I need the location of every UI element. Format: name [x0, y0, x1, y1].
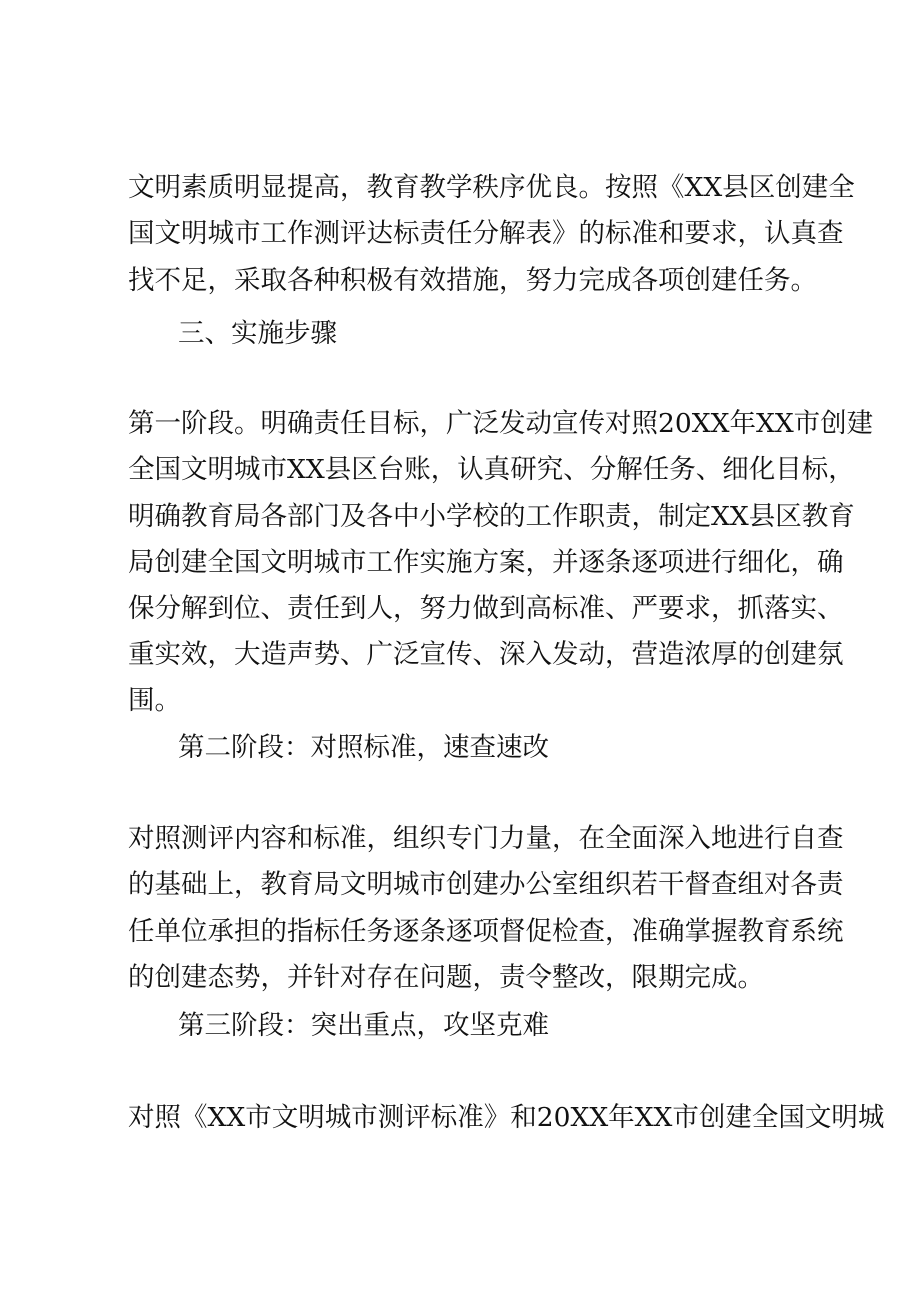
text-line: 局创建全国文明城市工作实施方案，并逐条逐项进行细化，确: [128, 547, 844, 578]
text-line: 围。: [128, 685, 181, 716]
text-line: 文明素质明显提高，教育教学秩序优良。按照《XX县区创建全: [128, 172, 855, 203]
text-line: 的基础上，教育局文明城市创建办公室组织若干督查组对各责: [128, 869, 844, 900]
stage-heading: 第三阶段：突出重点，攻坚克难: [178, 1010, 549, 1041]
section-heading: 三、实施步骤: [178, 318, 337, 349]
text-line: 任单位承担的指标任务逐条逐项督促检查，准确掌握教育系统: [128, 916, 844, 947]
text-line: 重实效，大造声势、广泛宣传、深入发动，营造浓厚的创建氛: [128, 639, 844, 670]
stage-heading: 第二阶段：对照标准，速查速改: [178, 732, 549, 763]
text-line: 明确教育局各部门及各中小学校的工作职责，制定XX县区教育: [128, 501, 855, 532]
text-line: 国文明城市工作测评达标责任分解表》的标准和要求，认真查: [128, 218, 844, 249]
text-line: 保分解到位、责任到人，努力做到高标准、严要求，抓落实、: [128, 593, 844, 624]
text-line: 对照《XX市文明城市测评标准》和20XX年XX市创建全国文明城: [128, 1102, 885, 1133]
text-line: 第一阶段。明确责任目标，广泛发动宣传对照20XX年XX市创建: [128, 408, 874, 439]
text-line: 对照测评内容和标准，组织专门力量，在全面深入地进行自查: [128, 823, 844, 854]
text-line: 全国文明城市XX县区台账，认真研究、分解任务、细化目标，: [128, 454, 855, 485]
text-line: 找不足，采取各种积极有效措施，努力完成各项创建任务。: [128, 265, 817, 296]
text-line: 的创建态势，并针对存在问题，责令整改，限期完成。: [128, 962, 764, 993]
